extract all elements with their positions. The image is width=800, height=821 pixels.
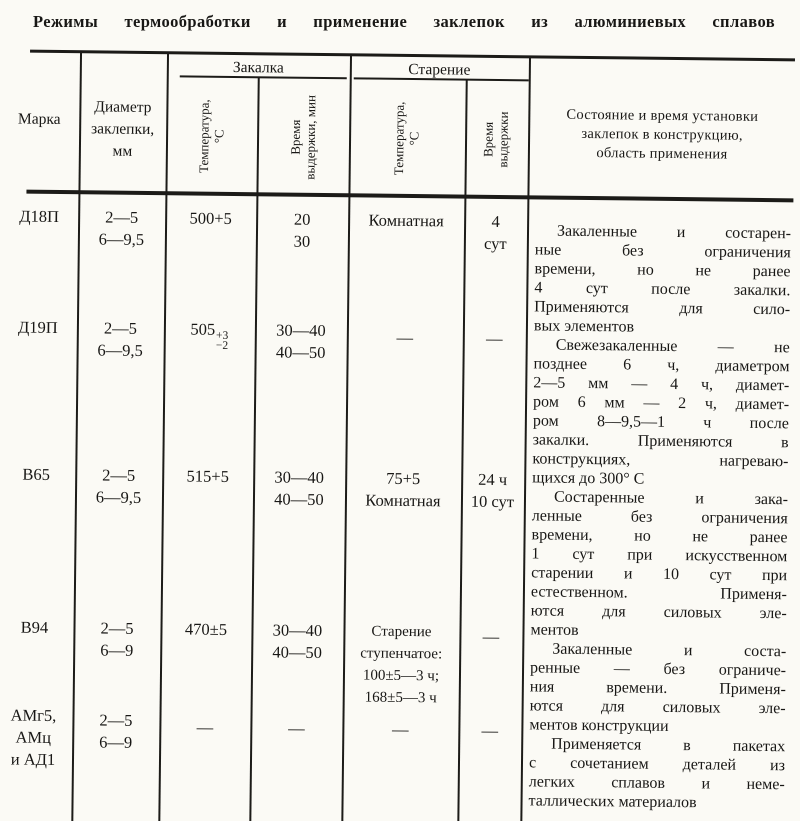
- text-line: Температура,: [195, 98, 212, 173]
- col-group-zakalka: Закалка: [232, 58, 284, 77]
- text-line: Время: [287, 119, 303, 155]
- usage-column: [528, 221, 791, 813]
- usage-paragraph-v65: [530, 487, 788, 642]
- text-line: В94: [20, 617, 49, 637]
- usage-paragraph-amg: [528, 734, 785, 813]
- row3-diameter: [75, 464, 162, 509]
- row5-quench-temp-dash: —: [196, 717, 214, 737]
- row2-marka: [0, 316, 77, 339]
- text-line: 4 сут после закалки.: [534, 279, 791, 300]
- row5-aging-temp-dash: —: [392, 719, 409, 739]
- column-rule-3: [249, 77, 259, 821]
- header-separator-rule: [26, 190, 793, 202]
- row3-aging-time: [461, 469, 524, 514]
- text-line: 20: [293, 209, 311, 229]
- col-header-usage: [530, 105, 795, 165]
- row4-quench-time: [251, 619, 343, 664]
- col-header-zakalka-time: [257, 84, 350, 189]
- starenie-time-rotated-label: [482, 111, 512, 167]
- text-line: Закаленные и состарен-: [556, 222, 792, 243]
- text-line: 75+5: [386, 468, 421, 489]
- text-line: °С: [210, 128, 226, 143]
- col-header-marka: Марка: [17, 110, 61, 129]
- row1-quench-temp: 500+5: [189, 208, 232, 228]
- row4-diameter: [73, 617, 160, 662]
- text-line: позднее 6 ч, диаметром: [533, 355, 790, 376]
- text-line: 24 ч: [478, 469, 508, 490]
- text-line: ные без ограничения: [534, 241, 791, 262]
- text-line: ются для силовых эле-: [530, 602, 787, 623]
- text-line: ступенчатое:: [360, 645, 443, 663]
- text-line: Время: [480, 121, 497, 157]
- row1-aging-temp: [348, 209, 464, 232]
- text-line: щихся до 300° С: [532, 469, 645, 488]
- text-line: Закаленные и соста-: [552, 640, 787, 661]
- text-line: 168±5—3 ч: [364, 689, 437, 707]
- text-line: с сочетанием деталей из: [528, 754, 786, 775]
- row4-aging-time-dash: —: [482, 626, 500, 647]
- text-line: выдержки: [495, 110, 511, 168]
- text-line: 6—9: [99, 732, 133, 752]
- text-line: Свежезакаленные — не: [555, 336, 790, 357]
- text-line: 1 сут при искусственном: [531, 545, 788, 566]
- row3-marka: [0, 463, 75, 486]
- text-line: ются для силовых эле-: [529, 697, 786, 718]
- text-line: сут: [483, 233, 507, 254]
- quench-temp-tolerance: [216, 331, 228, 351]
- text-line: 30—40: [276, 320, 326, 341]
- text-line: выдержки, мин: [301, 94, 318, 180]
- row2-quench-time: [255, 319, 347, 364]
- text-line: 4: [491, 211, 500, 231]
- text-line: 2—5: [99, 710, 133, 730]
- row1-aging-time: [464, 211, 527, 256]
- text-line: 6—9,5: [95, 487, 142, 507]
- tolerance-lower: −2: [215, 339, 229, 352]
- col-header-starenie-temp: [348, 85, 465, 190]
- col-group-starenie: Старение: [408, 60, 471, 79]
- text-line: 2—5: [103, 318, 138, 338]
- document-title: Режимы термообработки и применение заклепок из алюминиевых сплавов: [33, 12, 775, 31]
- text-line: заклепок в конструкцию,: [581, 125, 743, 144]
- text-line: ром 6 мм — 2 ч, диамет-: [532, 393, 790, 414]
- text-line: 30—40: [274, 467, 325, 488]
- text-line: 10 сут: [470, 491, 515, 512]
- quench-temp-base: 505: [190, 319, 216, 339]
- text-line: 30—40: [272, 620, 323, 641]
- text-line: 100±5—3 ч;: [362, 667, 440, 685]
- text-line: времени, но не ранее: [531, 526, 788, 547]
- usage-paragraph-v94: [529, 639, 786, 737]
- text-line: 40—50: [272, 642, 323, 663]
- usage-paragraph-d19p: [532, 335, 790, 490]
- text-line: легких сплавов и неме-: [528, 773, 785, 794]
- text-line: ния времени. Применя-: [529, 678, 786, 699]
- text-line: мм: [112, 142, 133, 160]
- text-line: заклепки,: [90, 120, 155, 139]
- row3-quench-temp: 515+5: [186, 466, 229, 486]
- row4-quench-temp: 470±5: [184, 619, 228, 639]
- text-line: Комнатная: [365, 490, 441, 511]
- text-line: Комнатная: [368, 210, 444, 231]
- text-line: 6—9,5: [97, 340, 143, 360]
- col-header-starenie-time: [464, 87, 528, 192]
- text-line: АМц: [15, 727, 52, 747]
- text-line: В65: [22, 464, 51, 484]
- row3-aging-temp: [345, 467, 461, 512]
- text-line: Состаренные и зака-: [553, 488, 789, 509]
- row5-aging-time-dash: —: [481, 720, 499, 741]
- text-line: ментов конструкции: [529, 716, 669, 735]
- text-line: закалки. Применяются в: [532, 431, 789, 452]
- row4-aging-temp: [343, 620, 460, 709]
- starenie-temp-rotated-label: [392, 101, 422, 175]
- text-line: °С: [405, 131, 422, 146]
- text-line: Диаметр: [94, 98, 152, 117]
- text-line: Применяется в пакетах: [551, 735, 786, 756]
- text-line: Д18П: [19, 206, 60, 226]
- text-line: Д19П: [17, 317, 58, 337]
- row3-quench-time: [253, 466, 345, 511]
- row1-marka: [0, 205, 78, 228]
- text-line: АМг5,: [10, 705, 57, 726]
- text-line: Применяются для сило-: [534, 298, 791, 319]
- column-rule-5: [457, 80, 467, 821]
- text-line: 2—5: [105, 207, 139, 227]
- tolerance-upper: +3: [216, 329, 229, 342]
- text-line: Состояние и время установки: [566, 106, 759, 125]
- text-line: 2—5: [100, 618, 134, 638]
- text-line: ром 8—9,5—1 ч после: [532, 412, 789, 433]
- row5-quench-time-dash: —: [288, 718, 305, 738]
- text-line: времени, но не ранее: [534, 260, 791, 281]
- row2-diameter: [77, 317, 164, 362]
- text-line: Старение: [371, 623, 432, 641]
- text-line: вых элементов: [533, 317, 635, 336]
- text-line: старении и 10 сут при: [531, 564, 788, 585]
- row5-marka: [0, 704, 73, 771]
- zakalka-time-rotated-label: [288, 94, 318, 179]
- text-line: 2—5: [102, 465, 136, 485]
- row1-quench-time: [256, 208, 348, 253]
- col-header-zakalka-temp: [166, 83, 258, 188]
- text-line: конструкциях, нагреваю-: [532, 450, 789, 471]
- usage-paragraph-d18p: [534, 221, 791, 338]
- row5-diameter: [72, 709, 159, 754]
- text-line: 2—5 мм — 4 ч, диамет-: [533, 374, 790, 395]
- text-line: ментов: [530, 621, 579, 639]
- row1-diameter: [78, 206, 165, 251]
- text-line: 30: [293, 231, 311, 251]
- row4-marka: [0, 616, 74, 639]
- row2-aging-temp-dash: —: [396, 327, 414, 348]
- text-line: и АД1: [10, 749, 56, 769]
- column-rule-1: [71, 51, 82, 821]
- text-line: ленные без ограничения: [531, 507, 788, 528]
- text-line: 6—9,5: [98, 229, 145, 249]
- text-line: Температура,: [391, 100, 407, 175]
- row2-quench-temp: [164, 318, 255, 351]
- row2-aging-time-dash: —: [485, 328, 503, 349]
- text-line: 6—9: [100, 640, 134, 660]
- text-line: область применения: [596, 145, 728, 163]
- text-line: 40—50: [275, 342, 326, 363]
- col-header-diameter: [79, 96, 167, 163]
- zakalka-temp-rotated-label: [197, 99, 227, 173]
- text-line: ренные — без ограниче-: [529, 659, 787, 680]
- text-line: естественном. Применя-: [530, 583, 788, 604]
- text-line: таллических материалов: [528, 792, 697, 812]
- text-line: 40—50: [274, 489, 324, 510]
